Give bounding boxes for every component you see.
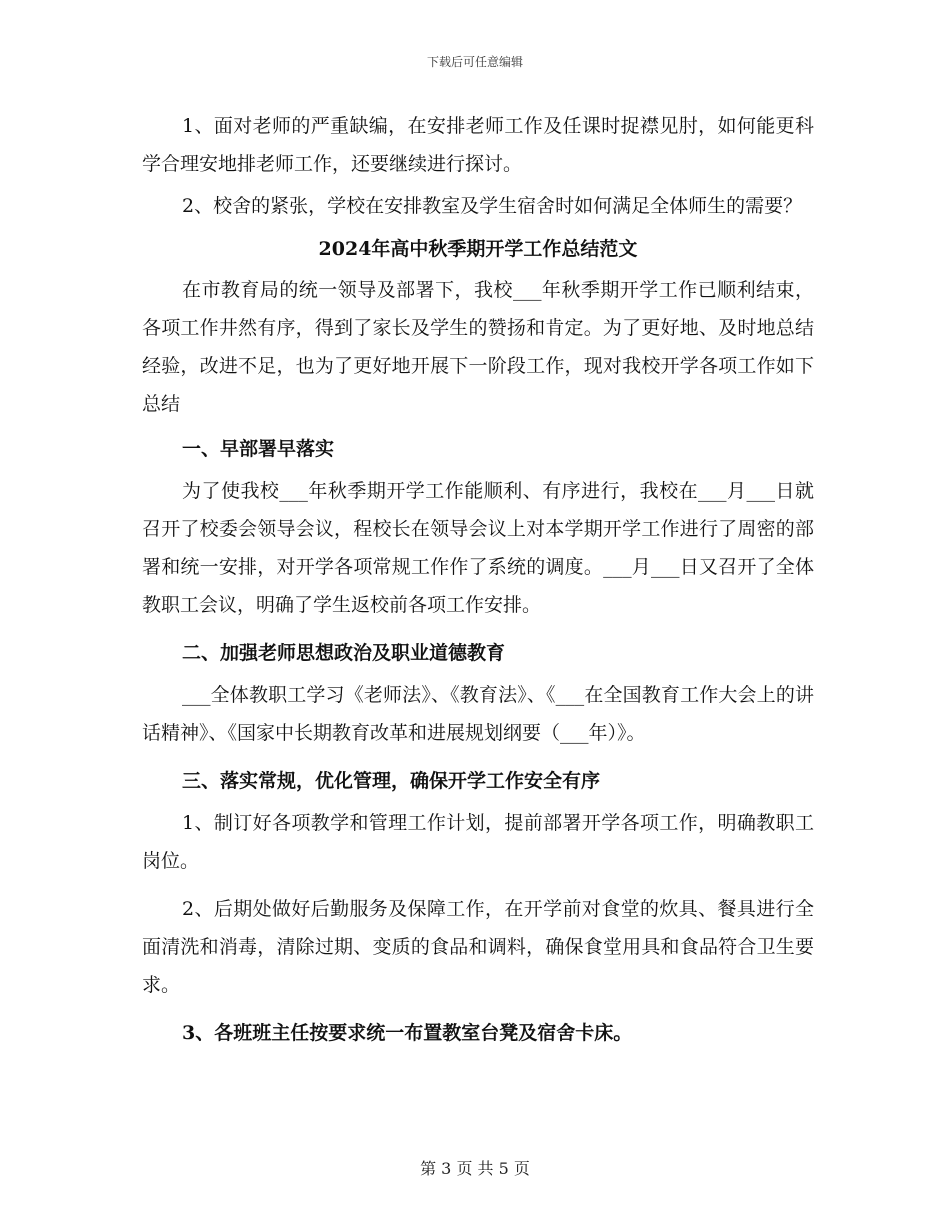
section-2-body: ___全体教职工学习《老师法》、《教育法》、《___在全国教育工作大会上的讲话精神》、《国家中长期教育改革和进展规划纲要（___年）》。 <box>142 684 814 744</box>
paragraph-issue-2: 2、校舍的紧张，学校在安排教室及学生宿舍时如何满足全体师生的需要？ <box>182 195 803 217</box>
section-3-item-2: 2、后期处做好后勤服务及保障工作，在开学前对食堂的炊具、餐具进行全面清洗和消毒，清除过期、变质的食品和调料，确保食堂用具和食品符合卫生要求。 <box>142 898 814 996</box>
paragraph-issue-1: 1、面对老师的严重缺编，在安排老师工作及任课时捉襟见肘，如何能更科学合理安地排老师工作，还要继续进行探讨。 <box>142 115 814 175</box>
section-3-item-3: 3、各班班主任按要求统一布置教室台凳及宿舍卡床。 <box>182 1022 633 1044</box>
page-footer: 第 3 页 共 5 页 <box>420 1159 530 1178</box>
paragraph-intro: 在市教育局的统一领导及部署下，我校___年秋季期开学工作已顺利结束，各项工作井然有序，得到了家长及学生的赞扬和肯定。为了更好地、及时地总结经验，改进不足，也为了更好地开展下一阶段工作，现对我校开学各项工作如下总结 <box>142 279 814 415</box>
section-heading-3: 三、落实常规，优化管理，确保开学工作安全有序 <box>182 770 601 792</box>
document-body <box>142 107 814 1052</box>
page-header: 下载后可任意编辑 <box>426 55 523 69</box>
section-heading-1: 一、早部署早落实 <box>182 438 335 460</box>
section-1-body: 为了使我校___年秋季期开学工作能顺利、有序进行，我校在___月___日就召开了校委会领导会议，程校长在领导会议上对本学期开学工作进行了周密的部署和统一安排，对开学各项常规工作作了系统的调度。___月___日又召开了全体教职工会议，明确了学生返校前各项工作安排。 <box>142 480 814 616</box>
section-heading-2: 二、加强老师思想政治及职业道德教育 <box>182 642 506 664</box>
section-3-item-1: 1、制订好各项教学和管理工作计划，提前部署开学各项工作，明确教职工岗位。 <box>142 812 814 872</box>
document-title: 2024年高中秋季期开学工作总结范文 <box>318 238 638 260</box>
